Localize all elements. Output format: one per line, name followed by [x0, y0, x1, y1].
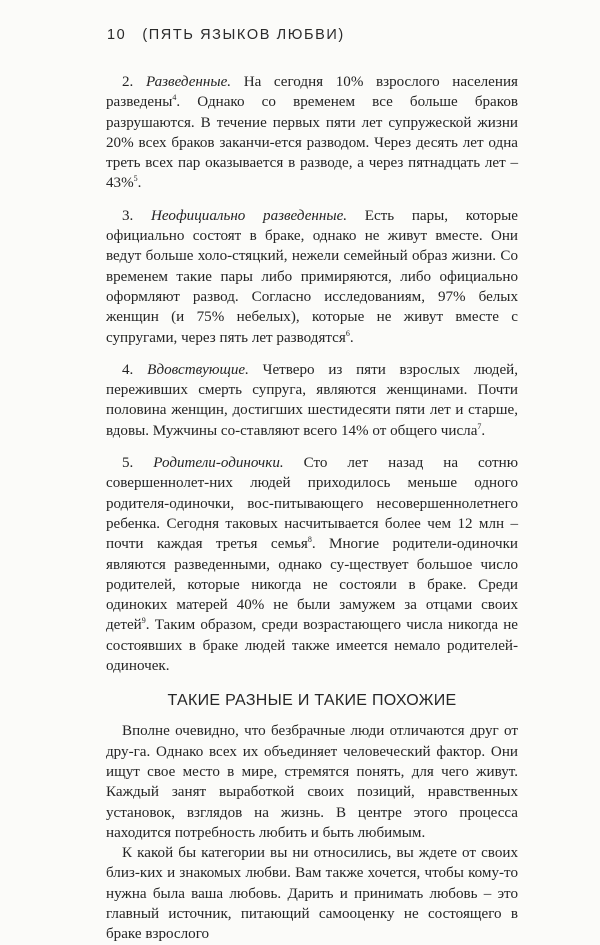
footnote-ref: 9: [141, 616, 146, 626]
item-number: 5.: [122, 455, 134, 472]
item-text: . Таким образом, среди возрастающего числа никогда не состоявших в браке людей также имеется немало родителей-одиночек.: [106, 617, 518, 675]
page-number: 10: [107, 27, 127, 43]
item-title: Разведенные.: [145, 74, 232, 90]
item-text: .: [137, 175, 142, 192]
item-text: Есть пары, которые официально состоят в браке, однако не живут вместе. Они ведут больше холо-стяцкий, нежели семейный образ жизни. Со временем такие пары либо примиряются, либо официально оформляют развод. Согласно исследованиям, 97% белых женщин (и 75% небелых), которые не живут вместе с супругами, через пять лет разводятся: [106, 207, 518, 346]
item-title: Неофициально разведенные.: [151, 207, 348, 224]
item-text: Сто лет назад на сотню совершеннолет-них людей приходилось меньше одного родителя-одиночки, вос-питывающего несовершеннолетнего ребенка. Сегодня таковых насчитывается более чем 12 млн – почти каждая третья семья: [106, 455, 518, 553]
footnote-ref: 4: [172, 93, 177, 103]
footnote-ref: 7: [477, 421, 482, 431]
section-paragraph: К какой бы категории вы ни относились, вы ждете от своих близ-ких и знакомых любви. Вам также хочется, чтобы кому-то нужна была ваша любовь. Дарить и принимать любовь – это главный источник, питающий самооценку не состоящего в браке взрослого: [106, 845, 518, 943]
item-text: . Многие родители-одиночки являются разведенными, однако су-ществует большое число родителей, которые никогда не состояли в браке. Среди одиноких матерей 40% не были замужем за отцами своих детей: [106, 536, 518, 634]
item-number: 2.: [122, 74, 134, 90]
section-heading: ТАКИЕ РАЗНЫЕ И ТАКИЕ ПОХОЖИЕ: [167, 692, 457, 710]
item-single-parents: [106, 453, 518, 676]
item-divorced: [106, 72, 518, 194]
item-title: Вдовствующие.: [147, 361, 249, 378]
item-text: На сегодня 10% взрослого населения разведены: [106, 74, 518, 111]
item-text: .: [481, 422, 486, 439]
item-widowed: [106, 360, 518, 441]
item-number: 3.: [122, 207, 134, 224]
book-title: (ПЯТЬ ЯЗЫКОВ ЛЮБВИ): [142, 27, 345, 43]
footnote-ref: 6: [345, 328, 350, 338]
running-header: [107, 27, 345, 43]
item-text: Четверо из пяти взрослых людей, переживших смерть супруга, являются женщинами. Почти половина женщин, достигших шестидесяти пяти лет и старше, вдовы. Мужчины со-ставляют всего 14% от общего числа: [106, 361, 518, 439]
footnote-ref: 8: [307, 535, 312, 545]
section-paragraph: Вполне очевидно, что безбрачные люди отличаются друг от дру-га. Однако всех их объединяет человеческий фактор. Они ищут свое место в мире, стремятся понять, для чего живут. Каждый занят выработкой своих позиций, нравственных установок, взглядов на жизнь. В центре этого процесса находится потребность любить и быть любимым.: [106, 723, 518, 841]
item-number: 4.: [122, 361, 134, 378]
page-body: [106, 72, 518, 945]
item-text: .: [349, 329, 354, 346]
item-text: . Однако со временем все больше браков разрушаются. В течение первых пяти лет супружеской жизни 20% всех браков заканчи-ется разводом. Через десять лет одна треть всех пар оказывается в разводе, а через пятнадцать лет – 43%: [106, 94, 518, 192]
footnote-ref: 5: [133, 174, 138, 184]
item-title: Родители-одиночки.: [153, 455, 284, 472]
item-separated: [106, 206, 518, 348]
